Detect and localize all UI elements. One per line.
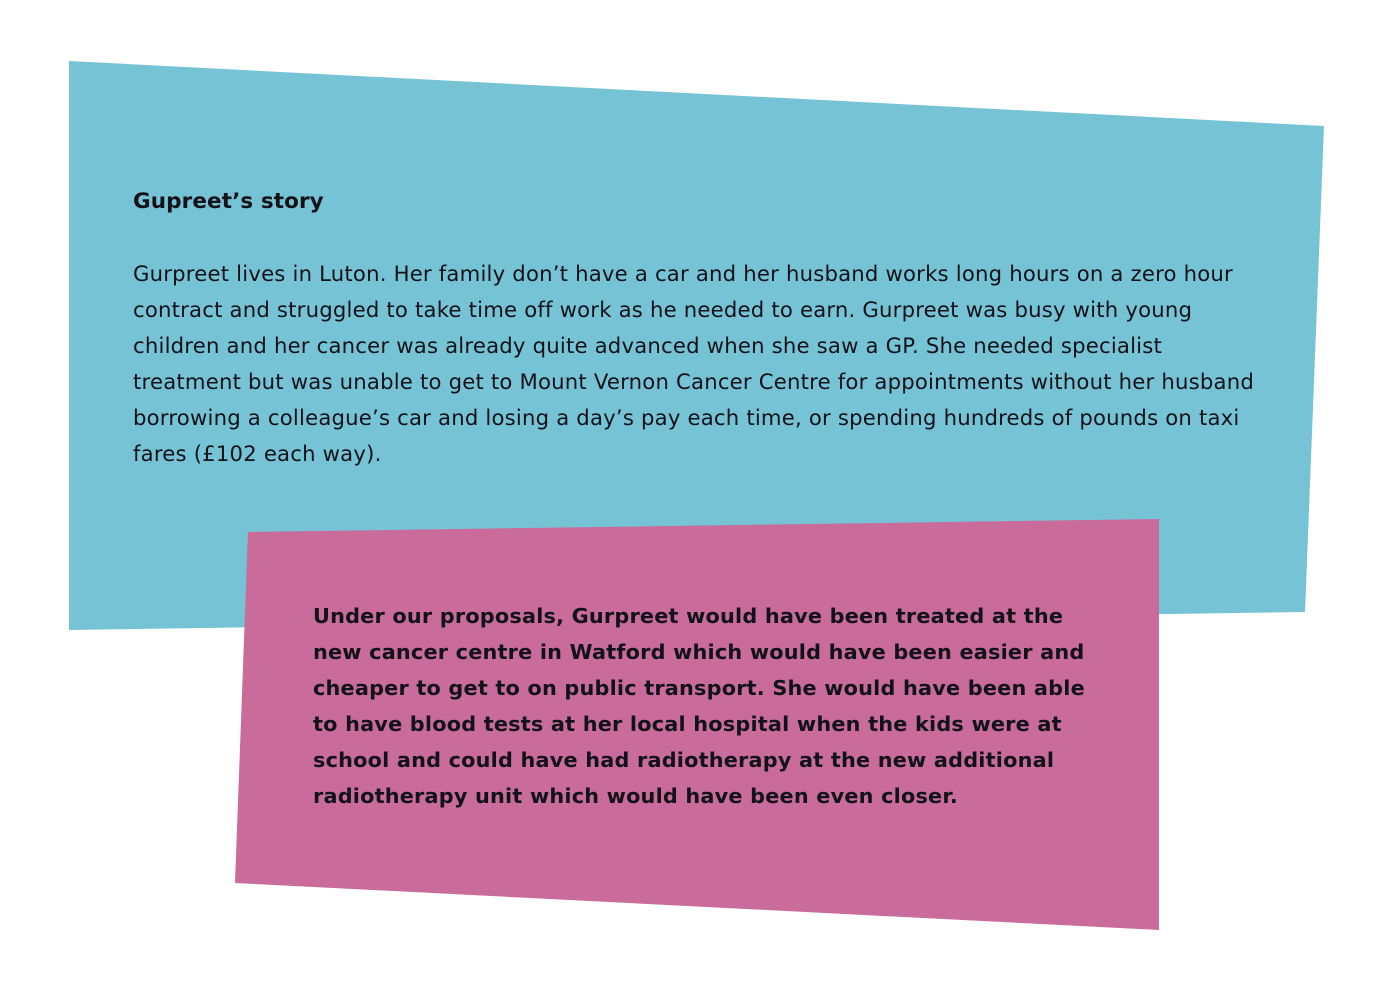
proposal-text: Under our proposals, Gurpreet would have been treated at the new cancer centre in Watford which would have been easier and cheaper to get to on public transport. She would have been able to have blood tests at her local hospital when the kids were at school and could have had radiotherapy at the new additional radiotherapy unit which would have been even closer. xyxy=(313,604,1085,808)
story-body: Gurpreet lives in Luton. Her family don’t have a car and her husband works long hours on a zero hour contract and struggled to take time off work as he needed to earn. Gurpreet was busy with young children and her cancer was already quite advanced when she saw a GP. She needed specialist treatment but was unable to get to Mount Vernon Cancer Centre for appointments without her husband borrowing a colleague’s car and losing a day’s pay each time, or spending hundreds of pounds on taxi fares (£102 each way). xyxy=(133,261,1254,466)
story-title: Gupreet’s story xyxy=(133,189,324,214)
story-section xyxy=(133,184,1263,472)
